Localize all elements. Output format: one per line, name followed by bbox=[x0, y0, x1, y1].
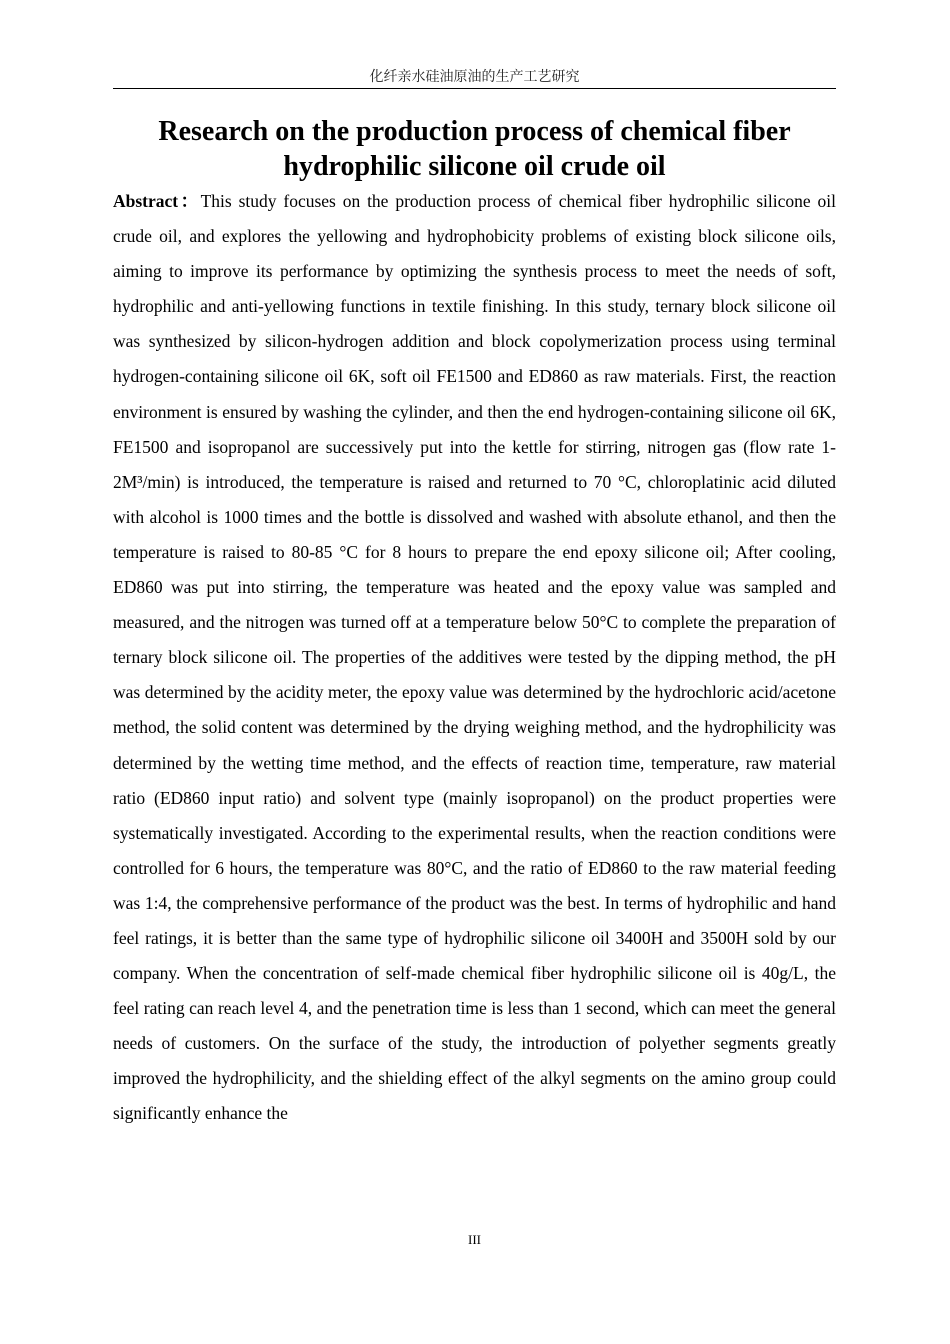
page-title: Research on the production process of chemical fiber hydrophilic silicone oil crude oil bbox=[158, 116, 791, 182]
page-number: III bbox=[468, 1232, 481, 1247]
abstract-text: This study focuses on the production process of chemical fiber hydrophilic silicone oil crude oil, and explores the yellowing and hydrophobicity problems of existing block silicone oils, aiming to improve its performance by optimizing the synthesis process to meet the needs of soft, hydrophilic and anti-yellowing functions in textile finishing. In this study, ternary block silicone oil was synthesized by silicon-hydrogen addition and block copolymerization process using terminal hydrogen-containing silicone oil 6K, soft oil FE1500 and ED860 as raw materials. First, the reaction environment is ensured by washing the cylinder, and then the end hydrogen-containing silicone oil 6K, FE1500 and isopropanol are successively put into the kettle for stirring, nitrogen gas (flow rate 1-2M³/min) is introduced, the temperature is raised and returned to 70 °C, chloroplatinic acid diluted with alcohol is 1000 times and the bottle is dissolved and washed with absolute ethanol, and then the temperature is raised to 80-85 °C for 8 hours to prepare the end epoxy silicone oil; After cooling, ED860 was put into stirring, the temperature was heated and the epoxy value was sampled and measured, and the nitrogen was turned off at a temperature below 50°C to complete the preparation of ternary block silicone oil. The properties of the additives were tested by the dipping method, the pH was determined by the acidity meter, the epoxy value was determined by the hydrochloric acid/acetone method, the solid content was determined by the drying weighing method, and the hydrophilicity was determined by the wetting time method, and the effects of reaction time, temperature, raw material ratio (ED860 input ratio) and solvent type (mainly isopropanol) on the product properties were systematically investigated. According to the experimental results, when the reaction conditions were controlled for 6 hours, the temperature was 80°C, and the ratio of ED860 to the raw material feeding was 1:4, the comprehensive performance of the product was the best. In terms of hydrophilic and hand feel ratings, it is better than the same type of hydrophilic silicone oil 3400H and 3500H sold by our company. When the concentration of self-made chemical fiber hydrophilic silicone oil is 40g/L, the feel rating can reach level 4, and the penetration time is less than 1 second, which can meet the general needs of customers. On the surface of the study, the introduction of polyether segments greatly improved the hydrophilicity, and the shielding effect of the alkyl segments on the amino group could significantly enhance the bbox=[113, 191, 837, 1124]
running-header: 化纤亲水硅油原油的生产工艺研究 bbox=[369, 69, 580, 85]
abstract-label: Abstract： bbox=[113, 191, 201, 211]
abstract-paragraph bbox=[113, 184, 836, 1132]
header-divider bbox=[113, 88, 836, 89]
